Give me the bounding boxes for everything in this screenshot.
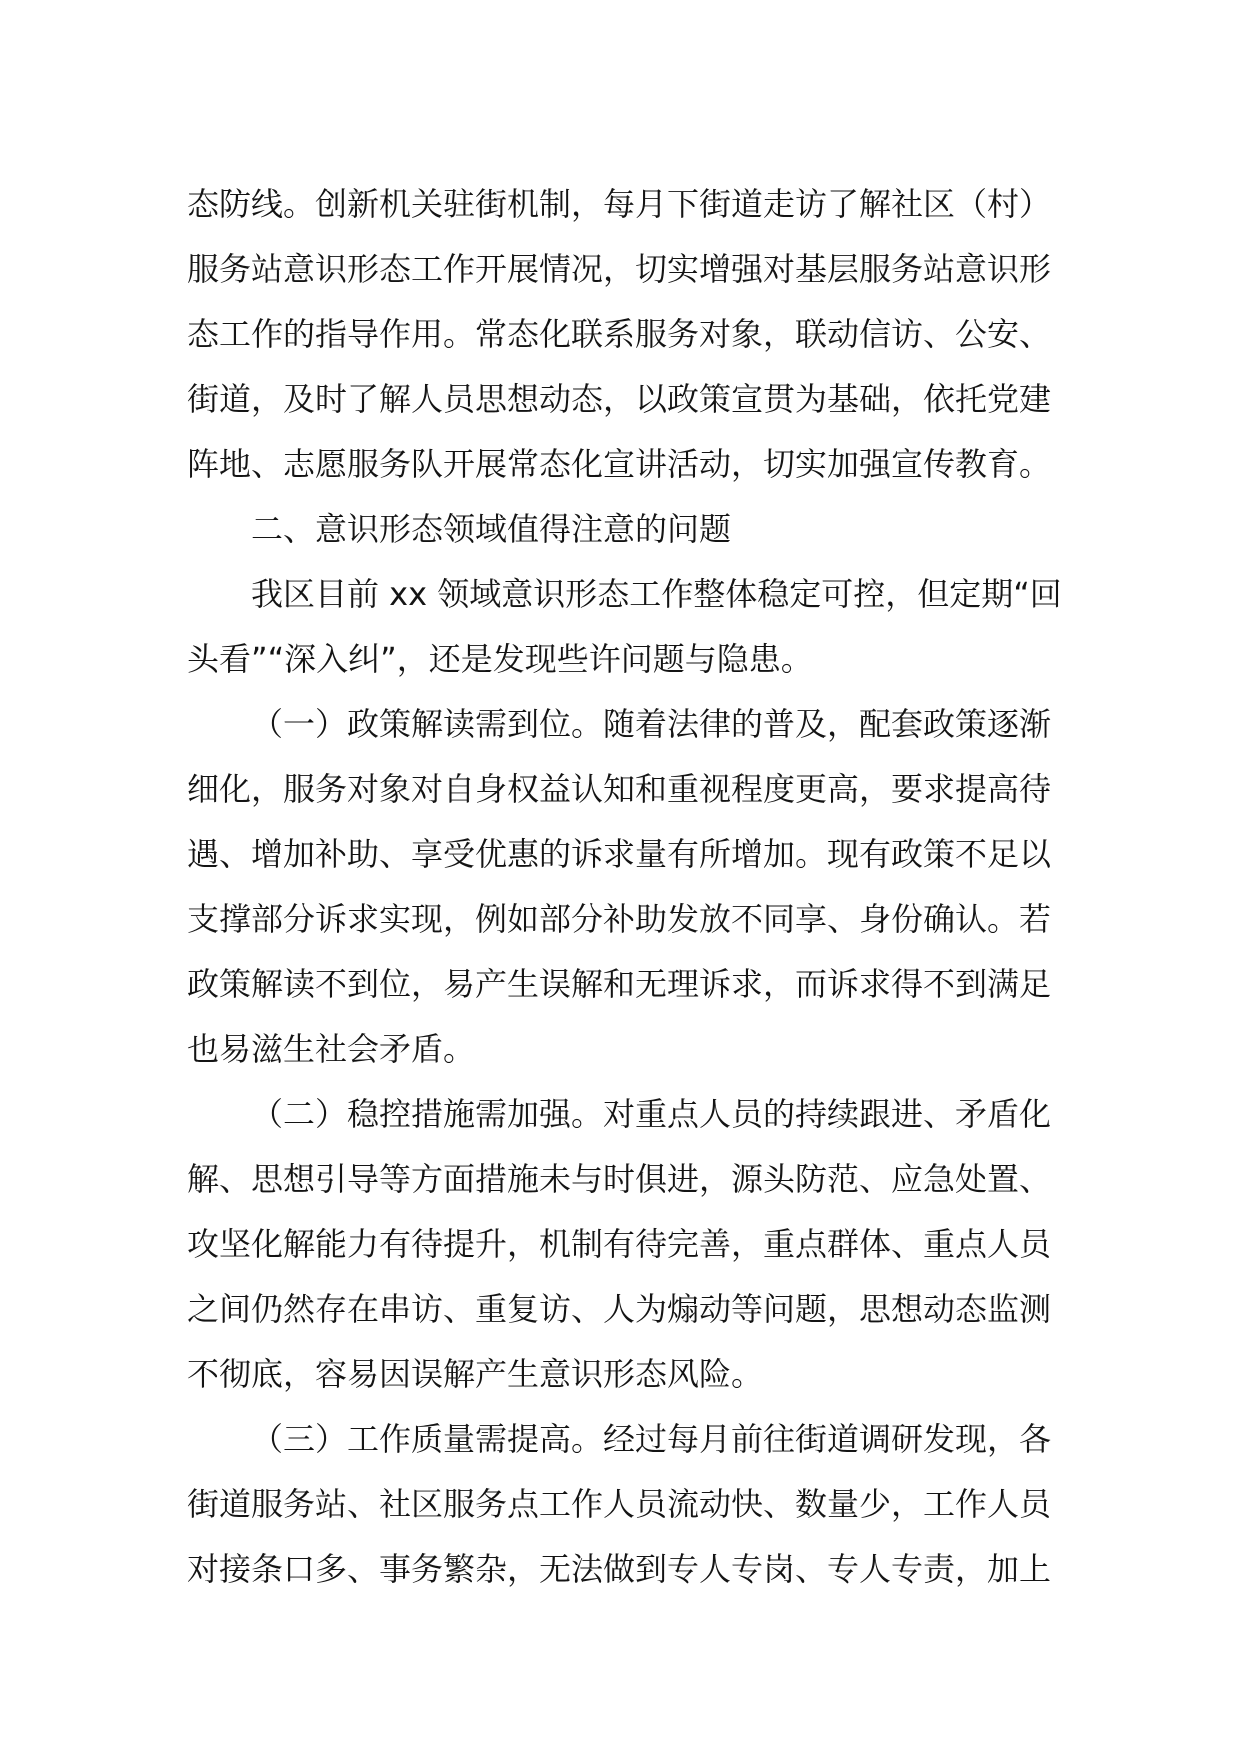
body-line: 服务站意识形态工作开展情况，切实增强对基层服务站意识形 xyxy=(187,250,1052,288)
body-line: 头看”“深入纠”，还是发现些许问题与隐患。 xyxy=(187,640,813,678)
body-line: 不彻底，容易因误解产生意识形态风险。 xyxy=(187,1355,764,1393)
paragraph-first-line: （一）政策解读需到位。随着法律的普及，配套政策逐渐 xyxy=(251,705,1052,743)
body-line: 政策解读不到位，易产生误解和无理诉求，而诉求得不到满足 xyxy=(187,965,1052,1003)
body-line: 街道，及时了解人员思想动态，以政策宣贯为基础，依托党建 xyxy=(187,380,1052,418)
section-heading: 二、意识形态领域值得注意的问题 xyxy=(251,510,732,548)
body-line: 之间仍然存在串访、重复访、人为煽动等问题，思想动态监测 xyxy=(187,1290,1052,1328)
body-line: 对接条口多、事务繁杂，无法做到专人专岗、专人专责，加上 xyxy=(187,1550,1052,1588)
paragraph-first-line: （三）工作质量需提高。经过每月前往街道调研发现，各 xyxy=(251,1420,1052,1458)
body-line: 解、思想引导等方面措施未与时俱进，源头防范、应急处置、 xyxy=(187,1160,1052,1198)
paragraph-first-line: 我区目前 xx 领域意识形态工作整体稳定可控，但定期“回 xyxy=(251,575,1062,613)
body-line: 支撑部分诉求实现，例如部分补助发放不同享、身份确认。若 xyxy=(187,900,1052,938)
paragraph-first-line: （二）稳控措施需加强。对重点人员的持续跟进、矛盾化 xyxy=(251,1095,1052,1133)
body-line: 遇、增加补助、享受优惠的诉求量有所增加。现有政策不足以 xyxy=(187,835,1052,873)
body-line: 阵地、志愿服务队开展常态化宣讲活动，切实加强宣传教育。 xyxy=(187,445,1052,483)
body-line: 街道服务站、社区服务点工作人员流动快、数量少，工作人员 xyxy=(187,1485,1052,1523)
body-line: 态防线。创新机关驻街机制，每月下街道走访了解社区（村） xyxy=(187,185,1052,223)
body-line: 细化，服务对象对自身权益认知和重视程度更高，要求提高待 xyxy=(187,770,1052,808)
document-body xyxy=(187,172,1067,1602)
body-line: 态工作的指导作用。常态化联系服务对象，联动信访、公安、 xyxy=(187,315,1052,353)
body-line: 也易滋生社会矛盾。 xyxy=(187,1030,476,1068)
body-line: 攻坚化解能力有待提升，机制有待完善，重点群体、重点人员 xyxy=(187,1225,1052,1263)
